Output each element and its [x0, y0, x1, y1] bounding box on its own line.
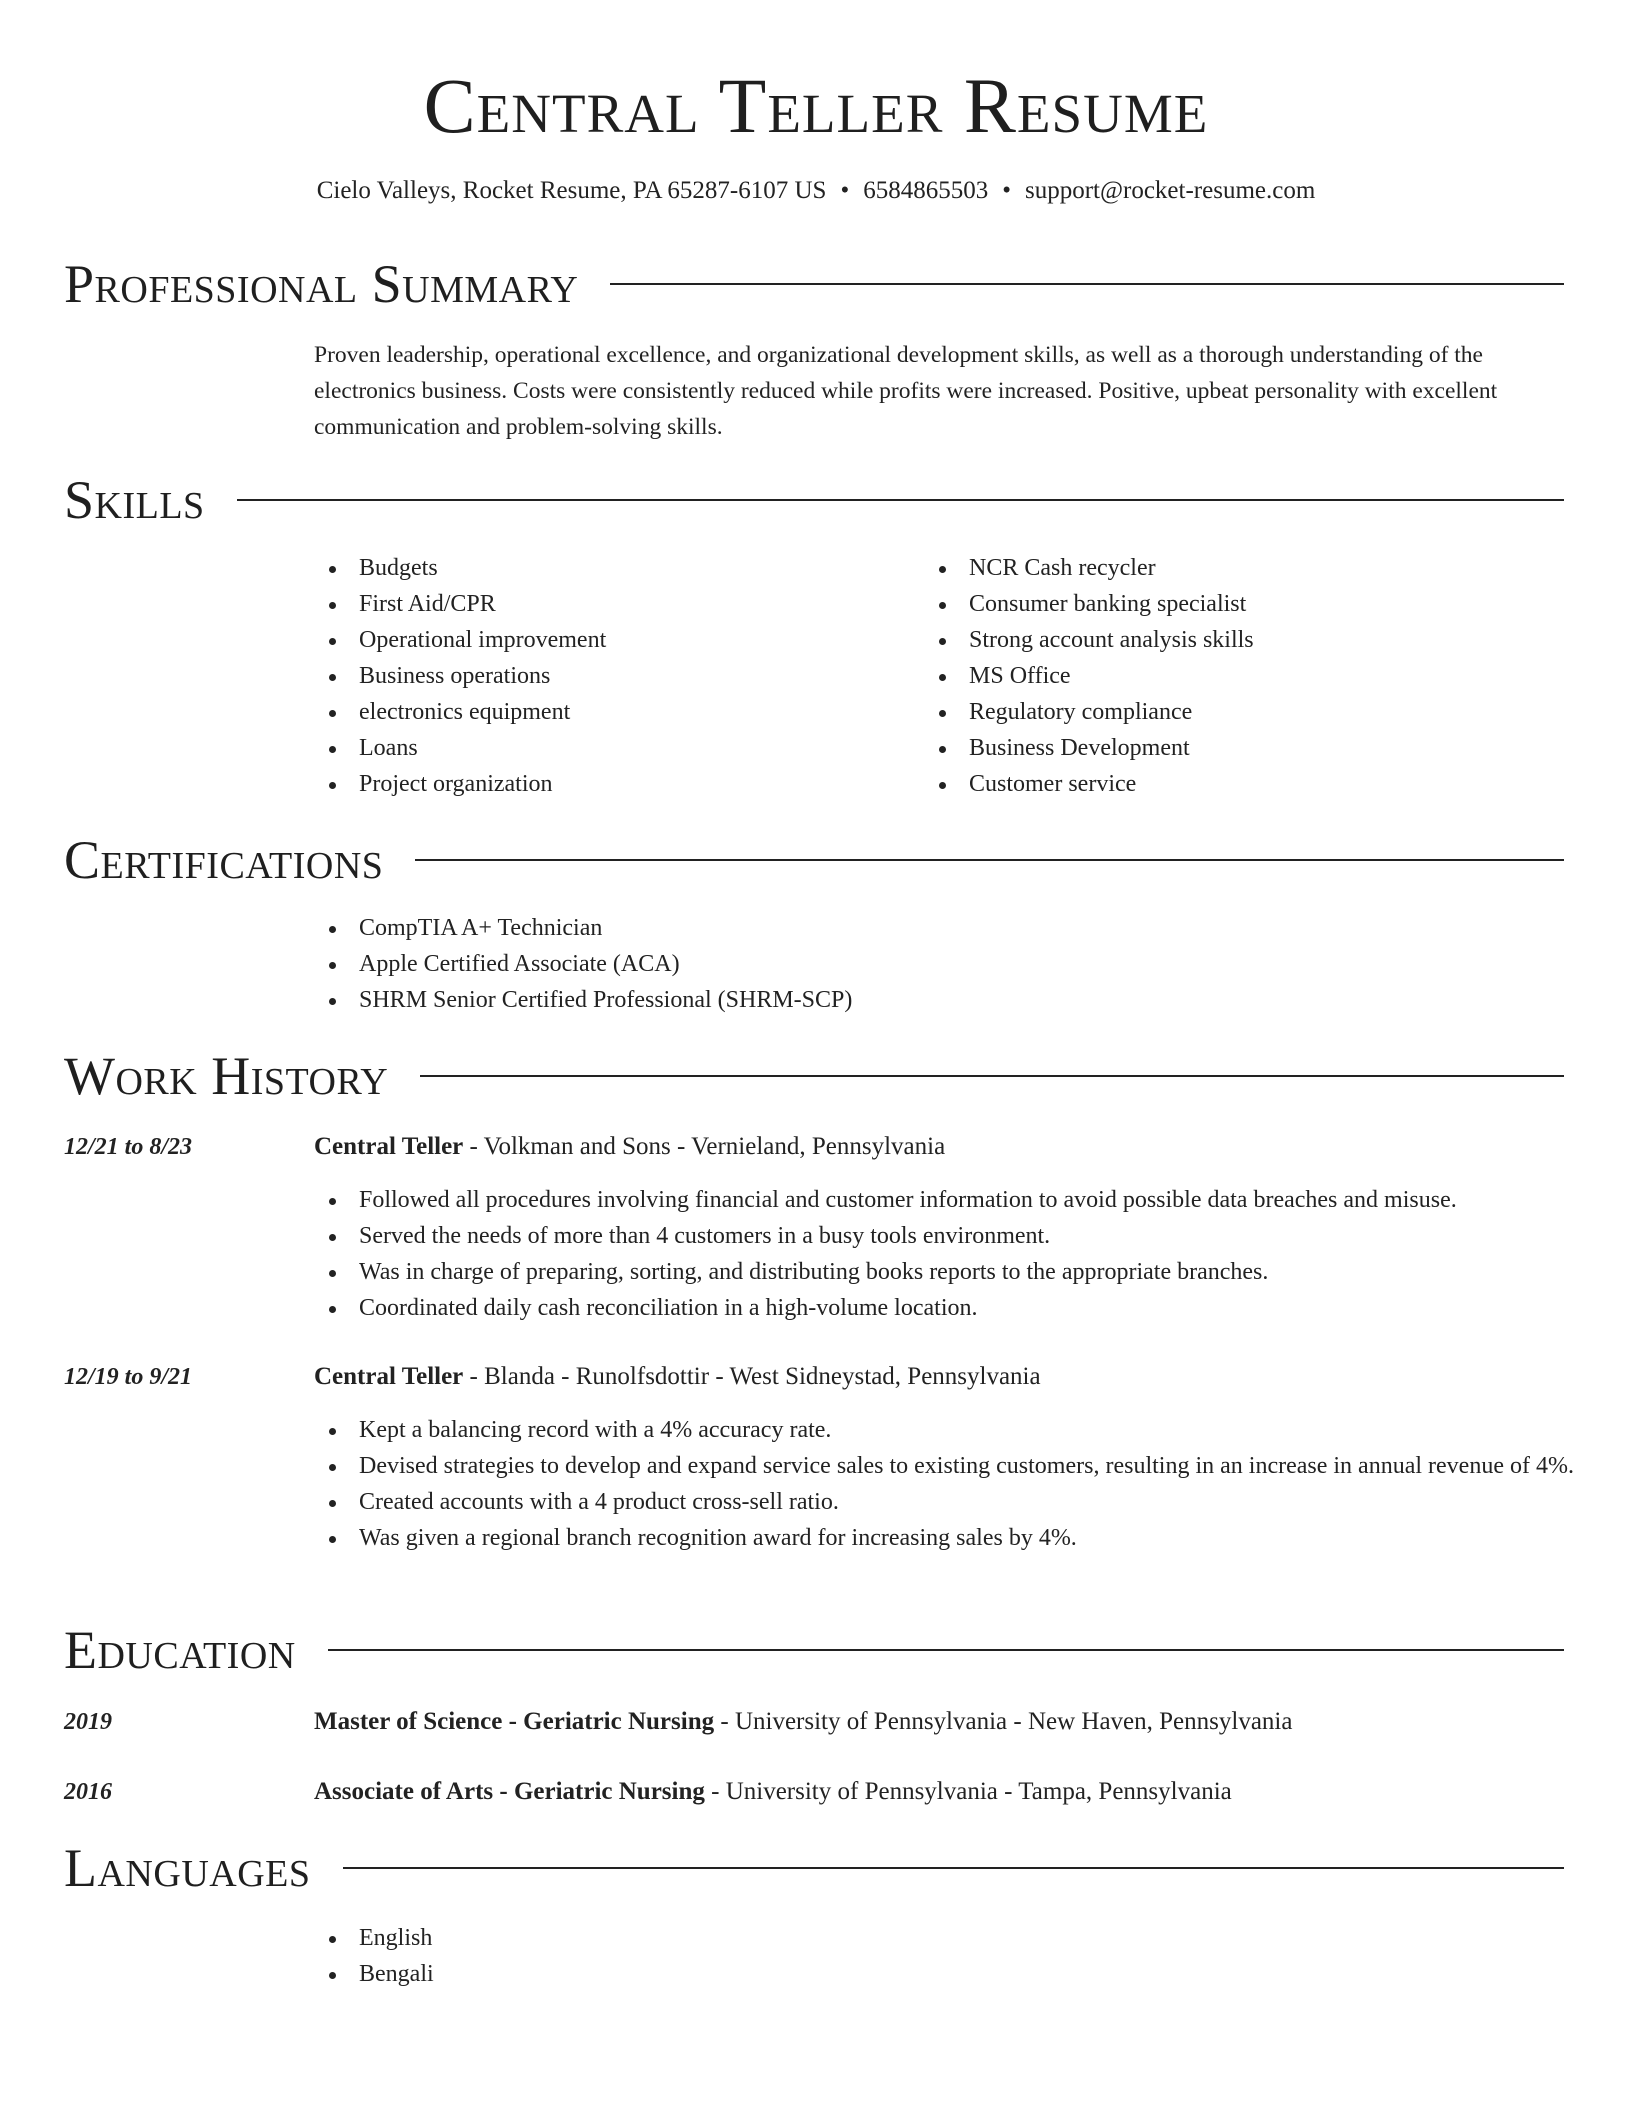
summary-text: Proven leadership, operational excellence, and organizational development skills, as well as a thorough understanding of the electronics business. Costs were consistently reduced while profits were increased. Positive, upbeat personality with excellent communication and problem-solving skills. [314, 342, 1498, 440]
job-dates: 12/21 to 8/23 [64, 1134, 193, 1160]
education-year: 2016 [64, 1779, 112, 1805]
work-section-header [64, 1044, 1564, 1108]
job-bullet: Served the needs of more than 4 customers in a busy tools environment. [314, 1218, 1574, 1254]
skill-item: Business operations [314, 658, 914, 694]
job-bullet: Was in charge of preparing, sorting, and distributing books reports to the appropriate branches. [314, 1254, 1574, 1290]
certifications-section-header [64, 828, 1564, 892]
job-role: Central Teller [314, 1363, 464, 1390]
summary-section-title: Professional Summary [64, 254, 579, 314]
certification-item: CompTIA A+ Technician [314, 910, 1564, 946]
certifications-section-title: Certifications [64, 830, 384, 890]
job-details: - Volkman and Sons - Vernieland, Pennsylvania [463, 1133, 946, 1160]
skill-item: Operational improvement [314, 622, 914, 658]
languages-list [314, 1920, 1564, 1992]
languages-section-header [64, 1836, 1564, 1900]
section-divider [328, 1649, 1564, 1651]
certifications-list [314, 910, 1564, 1018]
job-bullet: Kept a balancing record with a 4% accuracy rate. [314, 1412, 1574, 1448]
contact-address: Cielo Valleys, Rocket Resume, PA 65287-6107 US [316, 177, 827, 204]
skill-item: Business Development [924, 730, 1524, 766]
skill-item: First Aid/CPR [314, 586, 914, 622]
section-divider [415, 859, 1564, 861]
job-role: Central Teller [314, 1133, 464, 1160]
skill-item: Consumer banking specialist [924, 586, 1524, 622]
education-degree: Master of Science - Geriatric Nursing [314, 1708, 715, 1735]
contact-line [0, 174, 1632, 208]
section-divider [610, 283, 1564, 285]
education-details: - University of Pennsylvania - Tampa, Pennsylvania [704, 1778, 1232, 1805]
skill-item: Customer service [924, 766, 1524, 802]
contact-separator: • [1002, 177, 1011, 204]
language-item: English [314, 1920, 1564, 1956]
education-section-header [64, 1618, 1564, 1682]
job-bullet: Followed all procedures involving financial and customer information to avoid possible data breaches and misuse. [314, 1182, 1574, 1218]
job-bullet: Devised strategies to develop and expand service sales to existing customers, resulting in an increase in annual revenue of 4%. [314, 1448, 1574, 1484]
section-divider [420, 1075, 1564, 1077]
section-divider [237, 499, 1564, 501]
job-heading [314, 1129, 945, 1165]
skill-item: NCR Cash recycler [924, 550, 1524, 586]
contact-phone: 6584865503 [863, 177, 989, 204]
skill-item: Budgets [314, 550, 914, 586]
education-details: - University of Pennsylvania - New Haven, Pennsylvania [714, 1708, 1293, 1735]
job-bullet: Was given a regional branch recognition award for increasing sales by 4%. [314, 1520, 1574, 1556]
skill-item: Loans [314, 730, 914, 766]
job-details: - Blanda - Runolfsdottir - West Sidneystad, Pennsylvania [463, 1363, 1041, 1390]
job-bullet: Coordinated daily cash reconciliation in a high-volume location. [314, 1290, 1574, 1326]
resume-title: Central Teller Resume [423, 62, 1209, 149]
job-bullet: Created accounts with a 4 product cross-sell ratio. [314, 1484, 1574, 1520]
certification-item: SHRM Senior Certified Professional (SHRM-SCP) [314, 982, 1564, 1018]
skill-item: Regulatory compliance [924, 694, 1524, 730]
job-bullets [314, 1412, 1574, 1556]
education-entry [314, 1774, 1232, 1810]
skill-item: electronics equipment [314, 694, 914, 730]
job-heading [314, 1359, 1041, 1395]
education-entry [314, 1704, 1292, 1740]
section-divider [343, 1867, 1565, 1869]
languages-section-title: Languages [64, 1838, 311, 1898]
work-section-title: Work History [64, 1046, 389, 1106]
skill-item: Project organization [314, 766, 914, 802]
skills-list-right [924, 550, 1524, 802]
education-degree: Associate of Arts - Geriatric Nursing [314, 1778, 705, 1805]
summary-section-header [64, 252, 1564, 316]
education-section-title: Education [64, 1620, 296, 1680]
job-dates: 12/19 to 9/21 [64, 1364, 193, 1390]
skills-section-header [64, 468, 1564, 532]
contact-email: support@rocket-resume.com [1024, 177, 1316, 204]
skill-item: MS Office [924, 658, 1524, 694]
education-year: 2019 [64, 1709, 112, 1735]
certification-item: Apple Certified Associate (ACA) [314, 946, 1564, 982]
contact-separator: • [840, 177, 850, 204]
skills-list-left [314, 550, 914, 802]
language-item: Bengali [314, 1956, 1564, 1992]
skill-item: Strong account analysis skills [924, 622, 1524, 658]
skills-section-title: Skills [64, 470, 205, 530]
job-bullets [314, 1182, 1574, 1326]
